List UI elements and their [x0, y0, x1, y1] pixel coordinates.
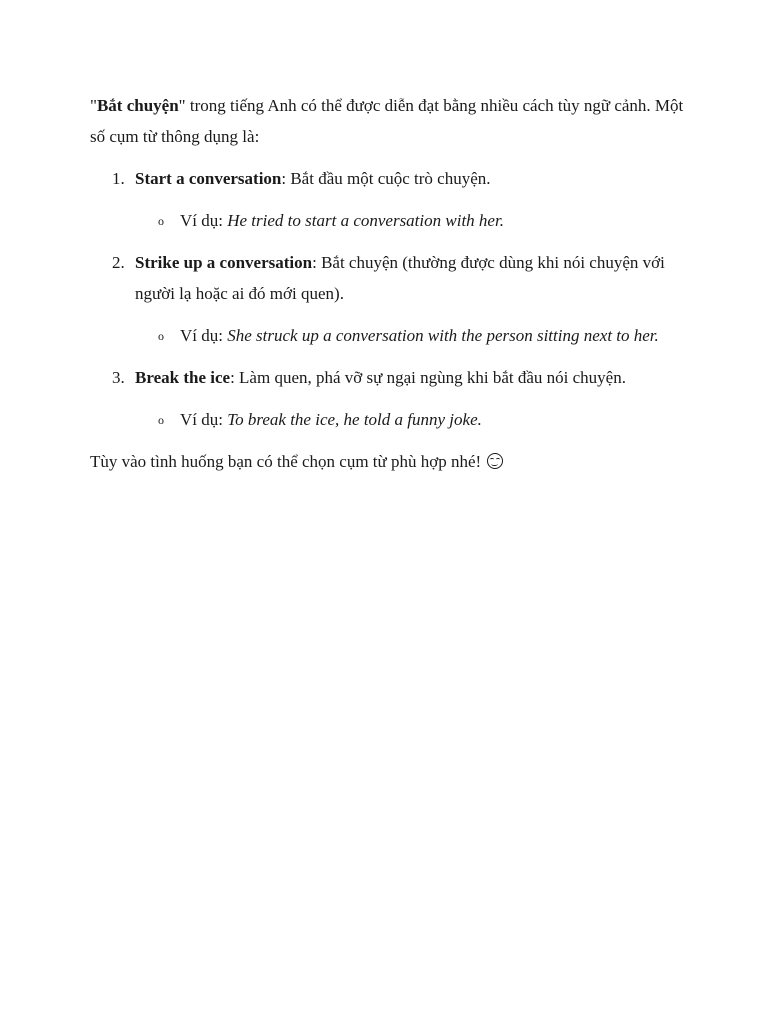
example-label: Ví dụ:	[180, 211, 228, 230]
example-item	[135, 404, 690, 435]
intro-quote-open: "	[90, 96, 97, 115]
intro-paragraph	[90, 90, 690, 152]
list-item-number: 3.	[112, 368, 125, 387]
list-item-number: 1.	[112, 169, 125, 188]
bullet-icon: o	[158, 214, 164, 228]
intro-rest: trong tiếng Anh có thể được diễn đạt bằng nhiều cách tùy ngữ cảnh. Một số cụm từ thông dụng là:	[90, 96, 684, 146]
outro-text: Tùy vào tình huống bạn có thể chọn cụm từ phù hợp nhé!	[90, 452, 486, 471]
example-text: To break the ice, he told a funny joke.	[227, 410, 482, 429]
example-label: Ví dụ:	[180, 410, 228, 429]
list-item	[90, 247, 690, 351]
intro-quote-close: "	[178, 96, 186, 115]
phrase-meaning: : Bắt đầu một cuộc trò chuyện.	[281, 169, 491, 188]
phrase-meaning: : Bắt chuyện (thường được dùng khi nói chuyện với người lạ hoặc ai đó mới quen).	[135, 253, 665, 303]
example-label: Ví dụ:	[180, 326, 228, 345]
smiling-face-icon	[487, 453, 503, 469]
bullet-icon: o	[158, 413, 164, 427]
phrase-term: Start a conversation	[135, 169, 282, 188]
example-item	[135, 205, 690, 236]
intro-term: Bắt chuyện	[96, 96, 179, 115]
example-text: She struck up a conversation with the person sitting next to her.	[227, 326, 659, 345]
phrase-meaning: : Làm quen, phá vỡ sự ngại ngùng khi bắt đầu nói chuyện.	[230, 368, 626, 387]
list-item-text	[135, 163, 690, 194]
bullet-icon: o	[158, 329, 164, 343]
phrase-term: Strike up a conversation	[135, 253, 313, 272]
example-item	[135, 320, 690, 351]
outro-paragraph	[90, 446, 690, 477]
list-item	[90, 362, 690, 435]
example-text: He tried to start a conversation with her.	[227, 211, 504, 230]
phrase-list	[90, 163, 690, 435]
list-item-text	[135, 362, 690, 393]
phrase-term: Break the ice	[135, 368, 231, 387]
list-item	[90, 163, 690, 236]
list-item-number: 2.	[112, 253, 125, 272]
list-item-text	[135, 247, 690, 309]
document-page	[90, 90, 690, 477]
